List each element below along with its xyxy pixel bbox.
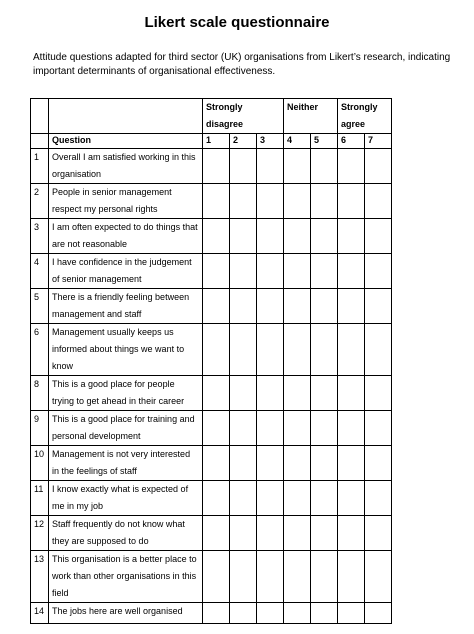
intro-paragraph: Attitude questions adapted for third sector (UK) organisations from Likert’s research, indicating important determinants of organisational effectiveness. — [33, 52, 451, 77]
table-row — [31, 446, 392, 481]
rating-cell-4[interactable] — [284, 603, 311, 624]
rating-cell-2[interactable] — [230, 289, 257, 324]
rating-cell-3[interactable] — [257, 184, 284, 219]
rating-cell-3[interactable] — [257, 219, 284, 254]
rating-cell-1[interactable] — [203, 376, 230, 411]
question-number: 6 — [31, 324, 49, 376]
rating-cell-7[interactable] — [365, 254, 392, 289]
question-text: Overall I am satisfied working in this organisation — [49, 149, 203, 184]
rating-cell-2[interactable] — [230, 149, 257, 184]
rating-cell-5[interactable] — [311, 516, 338, 551]
table-row — [31, 376, 392, 411]
question-text: This is a good place for people trying to get ahead in their career — [49, 376, 203, 411]
rating-cell-1[interactable] — [203, 603, 230, 624]
rating-cell-6[interactable] — [338, 219, 365, 254]
rating-cell-3[interactable] — [257, 254, 284, 289]
rating-cell-7[interactable] — [365, 376, 392, 411]
rating-cell-1[interactable] — [203, 184, 230, 219]
rating-cell-1[interactable] — [203, 254, 230, 289]
scale-header-4: 4 — [284, 134, 311, 149]
rating-cell-3[interactable] — [257, 603, 284, 624]
rating-cell-6[interactable] — [338, 184, 365, 219]
question-text: Management usually keeps us informed about things we want to know — [49, 324, 203, 376]
question-number: 13 — [31, 551, 49, 603]
question-text: This organisation is a better place to work than other organisations in this field — [49, 551, 203, 603]
rating-cell-4[interactable] — [284, 254, 311, 289]
table-row — [31, 219, 392, 254]
rating-cell-2[interactable] — [230, 376, 257, 411]
rating-cell-6[interactable] — [338, 551, 365, 603]
rating-cell-5[interactable] — [311, 446, 338, 481]
rating-cell-6[interactable] — [338, 324, 365, 376]
table-row — [31, 516, 392, 551]
rating-cell-1[interactable] — [203, 551, 230, 603]
number-header-cell — [31, 134, 49, 149]
header-blank-cell — [31, 99, 49, 134]
question-number: 10 — [31, 446, 49, 481]
question-text: Staff frequently do not know what they are supposed to do — [49, 516, 203, 551]
question-header: Question — [49, 134, 203, 149]
rating-cell-1[interactable] — [203, 149, 230, 184]
rating-cell-6[interactable] — [338, 516, 365, 551]
rating-cell-2[interactable] — [230, 184, 257, 219]
rating-cell-1[interactable] — [203, 516, 230, 551]
rating-cell-5[interactable] — [311, 481, 338, 516]
rating-cell-4[interactable] — [284, 219, 311, 254]
scale-header-5: 5 — [311, 134, 338, 149]
rating-cell-4[interactable] — [284, 516, 311, 551]
rating-cell-5[interactable] — [311, 289, 338, 324]
rating-cell-7[interactable] — [365, 446, 392, 481]
question-number: 14 — [31, 603, 49, 624]
rating-cell-2[interactable] — [230, 516, 257, 551]
rating-cell-3[interactable] — [257, 324, 284, 376]
scale-header-2: 2 — [230, 134, 257, 149]
rating-cell-4[interactable] — [284, 481, 311, 516]
rating-cell-5[interactable] — [311, 411, 338, 446]
scale-header-3: 3 — [257, 134, 284, 149]
table-row — [31, 324, 392, 376]
rating-cell-7[interactable] — [365, 481, 392, 516]
question-number: 8 — [31, 376, 49, 411]
scale-header-1: 1 — [203, 134, 230, 149]
rating-cell-7[interactable] — [365, 184, 392, 219]
rating-cell-7[interactable] — [365, 603, 392, 624]
rating-cell-2[interactable] — [230, 411, 257, 446]
rating-cell-2[interactable] — [230, 324, 257, 376]
rating-cell-6[interactable] — [338, 254, 365, 289]
page-title: Likert scale questionnaire — [144, 14, 330, 31]
rating-cell-7[interactable] — [365, 411, 392, 446]
rating-cell-3[interactable] — [257, 481, 284, 516]
question-text: This is a good place for training and personal development — [49, 411, 203, 446]
question-text: People in senior management respect my personal rights — [49, 184, 203, 219]
rating-cell-5[interactable] — [311, 254, 338, 289]
rating-cell-7[interactable] — [365, 289, 392, 324]
question-number: 9 — [31, 411, 49, 446]
rating-cell-7[interactable] — [365, 149, 392, 184]
rating-cell-7[interactable] — [365, 324, 392, 376]
rating-cell-1[interactable] — [203, 446, 230, 481]
rating-cell-6[interactable] — [338, 411, 365, 446]
table-row — [31, 411, 392, 446]
rating-cell-1[interactable] — [203, 481, 230, 516]
rating-cell-5[interactable] — [311, 149, 338, 184]
rating-cell-2[interactable] — [230, 481, 257, 516]
rating-cell-3[interactable] — [257, 551, 284, 603]
rating-cell-1[interactable] — [203, 219, 230, 254]
rating-cell-6[interactable] — [338, 289, 365, 324]
rating-cell-5[interactable] — [311, 219, 338, 254]
table-row — [31, 184, 392, 219]
rating-cell-1[interactable] — [203, 411, 230, 446]
scale-header-7: 7 — [365, 134, 392, 149]
rating-cell-5[interactable] — [311, 551, 338, 603]
question-number: 3 — [31, 219, 49, 254]
rating-cell-4[interactable] — [284, 184, 311, 219]
rating-cell-3[interactable] — [257, 376, 284, 411]
rating-cell-3[interactable] — [257, 149, 284, 184]
scale-header-6: 6 — [338, 134, 365, 149]
rating-cell-6[interactable] — [338, 481, 365, 516]
likert-table — [30, 98, 392, 624]
table-row — [31, 254, 392, 289]
rating-cell-7[interactable] — [365, 219, 392, 254]
rating-cell-7[interactable] — [365, 551, 392, 603]
question-text: Management is not very interested in the feelings of staff — [49, 446, 203, 481]
rating-cell-6[interactable] — [338, 149, 365, 184]
neither-label: Neither — [284, 99, 338, 134]
rating-cell-4[interactable] — [284, 324, 311, 376]
rating-cell-2[interactable] — [230, 219, 257, 254]
table-row — [31, 551, 392, 603]
column-header-row — [31, 134, 392, 149]
rating-cell-2[interactable] — [230, 254, 257, 289]
rating-cell-4[interactable] — [284, 289, 311, 324]
rating-cell-5[interactable] — [311, 184, 338, 219]
rating-cell-4[interactable] — [284, 411, 311, 446]
rating-cell-5[interactable] — [311, 376, 338, 411]
question-text: I am often expected to do things that are not reasonable — [49, 219, 203, 254]
rating-cell-7[interactable] — [365, 516, 392, 551]
question-text: There is a friendly feeling between management and staff — [49, 289, 203, 324]
rating-cell-4[interactable] — [284, 376, 311, 411]
rating-cell-3[interactable] — [257, 446, 284, 481]
table-row — [31, 603, 392, 624]
strongly-disagree-label: Strongly disagree — [203, 99, 284, 134]
question-text: I know exactly what is expected of me in my job — [49, 481, 203, 516]
rating-cell-3[interactable] — [257, 516, 284, 551]
rating-cell-2[interactable] — [230, 446, 257, 481]
rating-cell-5[interactable] — [311, 324, 338, 376]
rating-cell-3[interactable] — [257, 289, 284, 324]
table-row — [31, 481, 392, 516]
rating-cell-4[interactable] — [284, 551, 311, 603]
rating-cell-1[interactable] — [203, 324, 230, 376]
rating-cell-5[interactable] — [311, 603, 338, 624]
question-number: 5 — [31, 289, 49, 324]
question-number: 4 — [31, 254, 49, 289]
rating-cell-1[interactable] — [203, 289, 230, 324]
question-text: The jobs here are well organised — [49, 603, 203, 624]
rating-cell-3[interactable] — [257, 411, 284, 446]
question-number: 1 — [31, 149, 49, 184]
rating-cell-6[interactable] — [338, 376, 365, 411]
rating-cell-2[interactable] — [230, 603, 257, 624]
rating-cell-2[interactable] — [230, 551, 257, 603]
rating-cell-6[interactable] — [338, 603, 365, 624]
rating-cell-4[interactable] — [284, 446, 311, 481]
question-number: 2 — [31, 184, 49, 219]
rating-cell-4[interactable] — [284, 149, 311, 184]
table-row — [31, 289, 392, 324]
scale-label-row — [31, 99, 392, 134]
header-blank-cell — [49, 99, 203, 134]
strongly-agree-label: Strongly agree — [338, 99, 392, 134]
question-number: 11 — [31, 481, 49, 516]
rating-cell-6[interactable] — [338, 446, 365, 481]
question-text: I have confidence in the judgement of senior management — [49, 254, 203, 289]
question-number: 12 — [31, 516, 49, 551]
table-row — [31, 149, 392, 184]
